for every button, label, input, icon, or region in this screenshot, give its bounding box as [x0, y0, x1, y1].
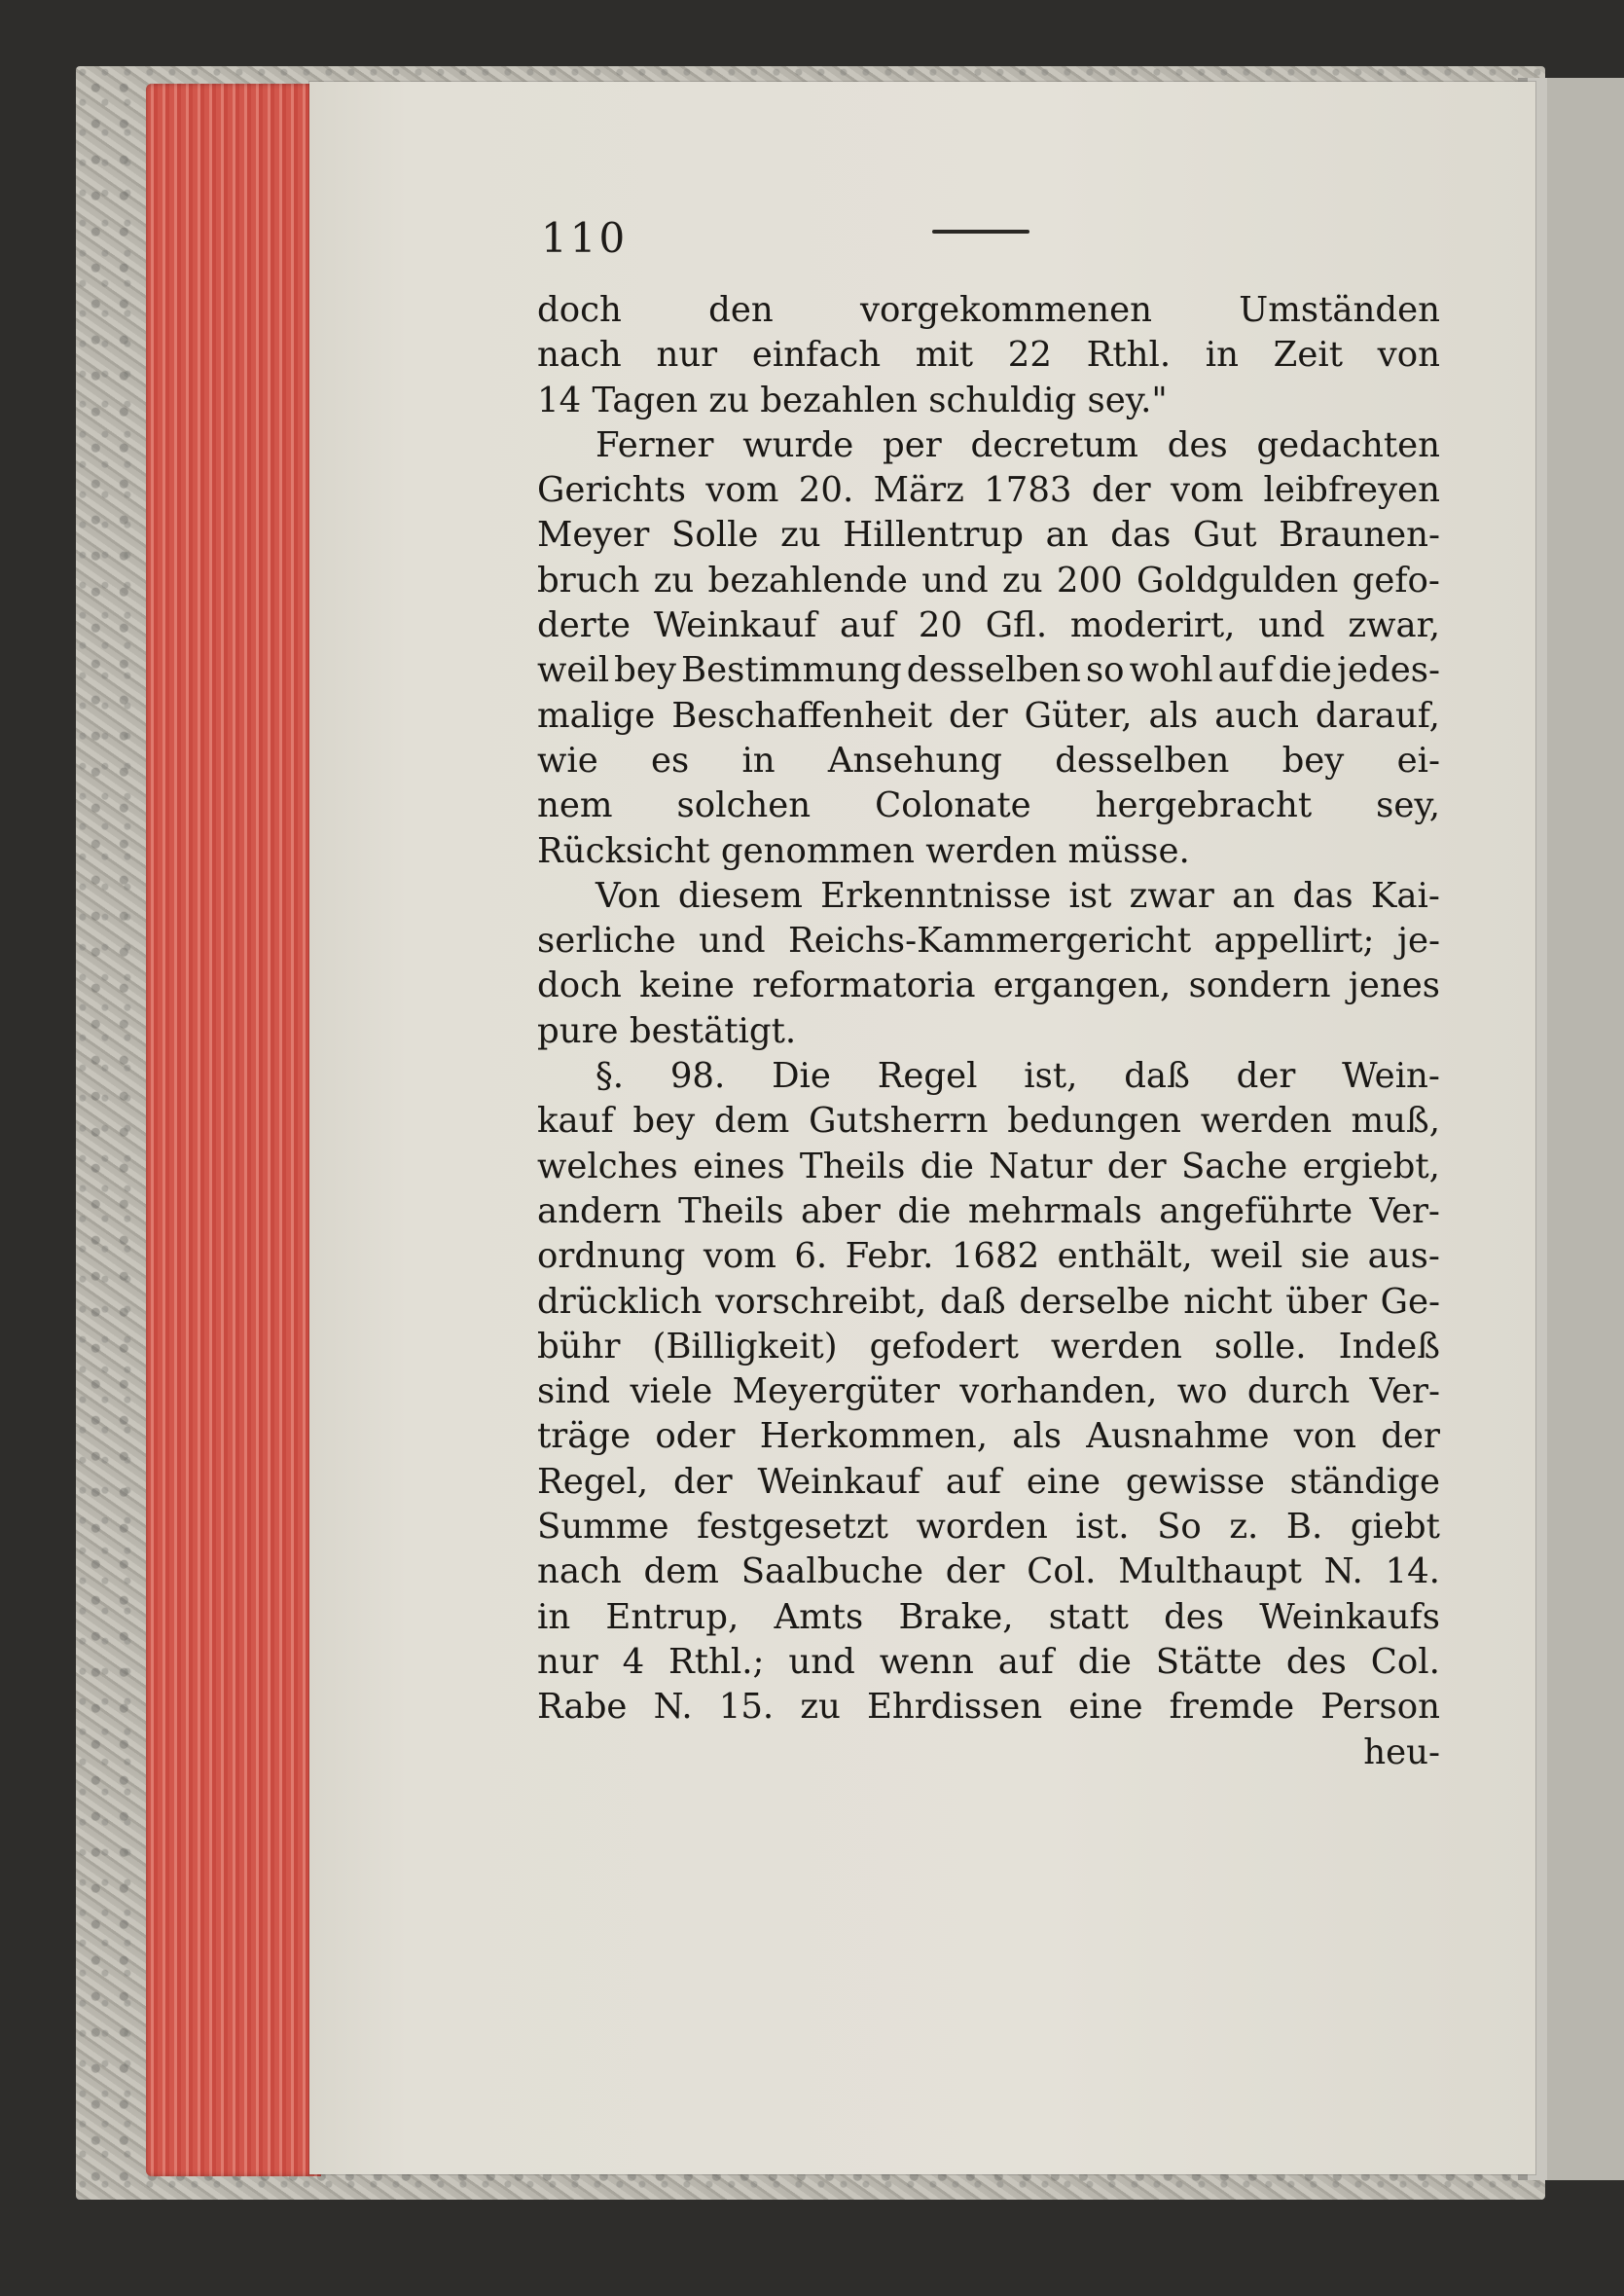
text-line: kauf bey dem Gutsherrn bedungen werden muß, — [537, 1101, 1440, 1142]
text-line: Summe festgesetzt worden ist. So z. B. giebt — [537, 1507, 1440, 1548]
text-line: träge oder Herkommen, als Ausnahme von der — [537, 1416, 1440, 1457]
text-line: Ferner wurde per decretum des gedachten — [595, 424, 1440, 465]
text-line: nach dem Saalbuche der Col. Multhaupt N. 14. — [537, 1551, 1440, 1592]
section-heading-line: §. 98. Die Regel ist, daß der Wein- — [595, 1056, 1440, 1097]
red-page-edges — [146, 84, 321, 2176]
page-body-text — [537, 288, 1440, 1775]
text-line: nur 4 Rthl.; und wenn auf die Stätte des Col. — [537, 1641, 1440, 1682]
book-page — [309, 82, 1535, 2174]
text-line: andern Theils aber die mehrmals angeführte Ver- — [537, 1190, 1440, 1231]
text-line: Regel, der Weinkauf auf eine gewisse ständige — [537, 1461, 1440, 1502]
text-line: doch keine reformatoria ergangen, sondern jenes — [537, 966, 1440, 1006]
text-line: Rabe N. 15. zu Ehrdissen eine fremde Person — [537, 1687, 1440, 1728]
text-line: nem solchen Colonate hergebracht sey, — [537, 785, 1440, 826]
text-line: malige Beschaffenheit der Güter, als auch darauf, — [537, 695, 1440, 736]
text-line: Meyer Solle zu Hillentrup an das Gut Braunen- — [537, 515, 1440, 556]
text-line: bühr (Billigkeit) gefodert werden solle. Indeß — [537, 1326, 1440, 1367]
text-line: derte Weinkauf auf 20 Gfl. moderirt, und zwar, — [537, 605, 1440, 646]
text-line: Rücksicht genommen werden müsse. — [537, 830, 1190, 871]
header-rule — [932, 230, 1029, 234]
text-line: wie es in Ansehung desselben bey ei- — [537, 740, 1440, 781]
catchword: heu- — [1363, 1731, 1440, 1772]
text-line: nach nur einfach mit 22 Rthl. in Zeit von — [537, 335, 1440, 376]
text-line: 14 Tagen zu bezahlen schuldig sey." — [537, 380, 1168, 420]
text-line: Gerichts vom 20. März 1783 der vom leibfreyen — [537, 470, 1440, 511]
text-line: ordnung vom 6. Febr. 1682 enthält, weil sie aus- — [537, 1236, 1440, 1277]
text-line: bruch zu bezahlende und zu 200 Goldgulden gefo- — [537, 560, 1440, 601]
text-line: drücklich vorschreibt, daß derselbe nicht über Ge- — [537, 1281, 1440, 1322]
page-number: 110 — [541, 214, 629, 262]
text-line: Von diesem Erkenntnisse ist zwar an das Kai- — [595, 875, 1440, 916]
text-line: sind viele Meyergüter vorhanden, wo durch Ver- — [537, 1371, 1440, 1412]
text-line: weil bey Bestimmung desselben so wohl auf die jedes- — [537, 650, 1440, 691]
text-line: welches eines Theils die Natur der Sache ergiebt, — [537, 1146, 1440, 1186]
text-line: serliche und Reichs-Kammergericht appellirt; je- — [537, 921, 1440, 962]
text-line: doch den vorgekommenen Umständen — [537, 290, 1440, 330]
text-line: pure bestätigt. — [537, 1010, 797, 1051]
text-line: in Entrup, Amts Brake, statt des Weinkaufs — [537, 1596, 1440, 1637]
